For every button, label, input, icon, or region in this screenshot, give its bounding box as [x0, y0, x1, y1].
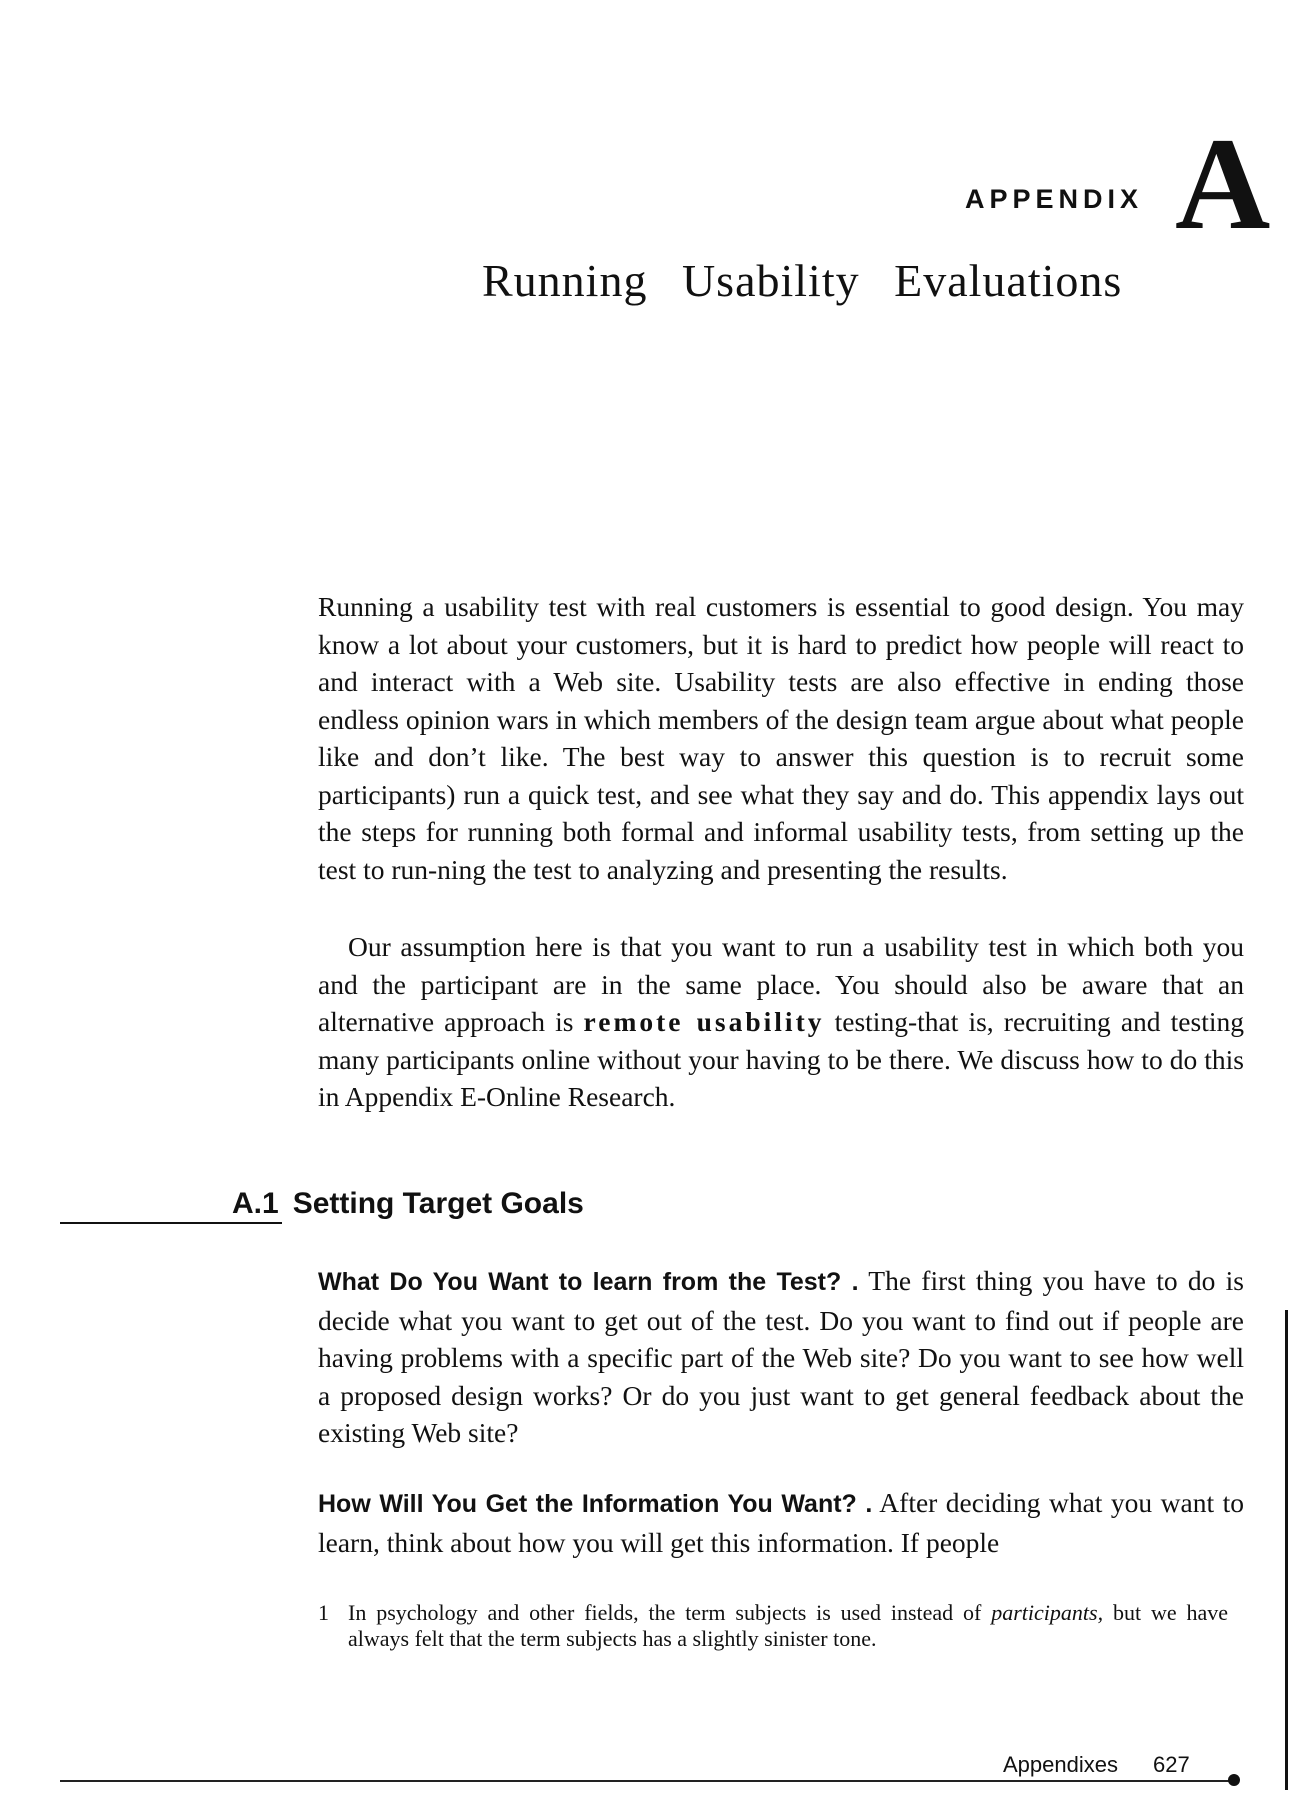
section-rule — [60, 1222, 282, 1224]
goals-p2-heading: How Will You Get the Information You Want? . — [318, 1490, 873, 1518]
goals-paragraph-1 — [318, 1262, 1244, 1452]
chapter-title: Running Usability Evaluations — [482, 255, 1123, 306]
intro-p2-text-after: testing-that is, recruiting and testing many participants online without your having to be there. We discuss how to do this in Appendix E-Online Research. — [318, 1006, 1244, 1112]
footnote-text-before: In psychology and other fields, the term subjects is used instead of — [348, 1600, 992, 1625]
appendix-label: APPENDIX — [965, 184, 1144, 214]
section-heading — [232, 1187, 584, 1221]
goals-p1-text: The first thing you have to do is decide what you want to get out of the test. Do you want to find out if people are having problems with a specific part of the Web site? Do you want to see how well a proposed design works? Or do you just want to get general feedback about the existing Web site? — [318, 1265, 1244, 1448]
intro-paragraph-2 — [318, 928, 1244, 1116]
intro-p2-text-before: Our assumption here is that you want to run a usability test in which both you and the participant are in the same place. You should also be aware that an alternative approach is — [318, 931, 1244, 1037]
section-number: A.1 — [232, 1187, 279, 1220]
footnote-italic-term: participants, — [991, 1600, 1104, 1625]
footer-rule — [60, 1780, 1235, 1782]
footer-page-number: 627 — [1153, 1752, 1190, 1777]
footnote — [318, 1600, 1228, 1652]
goals-p2-text: After deciding what you want to learn, think about how you will get this information. If people — [318, 1487, 1245, 1558]
footer-section-name: Appendixes — [1003, 1752, 1118, 1777]
margin-change-bar — [1285, 1310, 1288, 1790]
footnote-marker: 1 — [318, 1600, 329, 1625]
appendix-letter: A — [1175, 110, 1271, 257]
footer-bullet — [1228, 1774, 1240, 1786]
footnote-text-after: but we have always felt that the term subjects has a slightly sinister tone. — [348, 1600, 1228, 1651]
goals-p1-heading: What Do You Want to learn from the Test? . — [318, 1268, 859, 1296]
section-title: Setting Target Goals — [292, 1187, 584, 1220]
remote-usability-term: remote usability — [583, 1006, 825, 1037]
intro-paragraph-1: Running a usability test with real customers is essential to good design. You may know a lot about your customers, but it is hard to predict how people will react to and interact with a Web site. Usability tests are also effective in ending those endless opinion wars in which members of the design team argue about what people like and don’t like. The best way to answer this question is to recruit some participants) run a quick test, and see what they say and do. This appendix lays out the steps for running both formal and informal usability tests, from setting up the test to run-ning the test to analyzing and presenting the results. — [318, 591, 1244, 885]
footnote-text — [348, 1600, 1228, 1652]
goals-paragraph-2 — [318, 1484, 1244, 1561]
